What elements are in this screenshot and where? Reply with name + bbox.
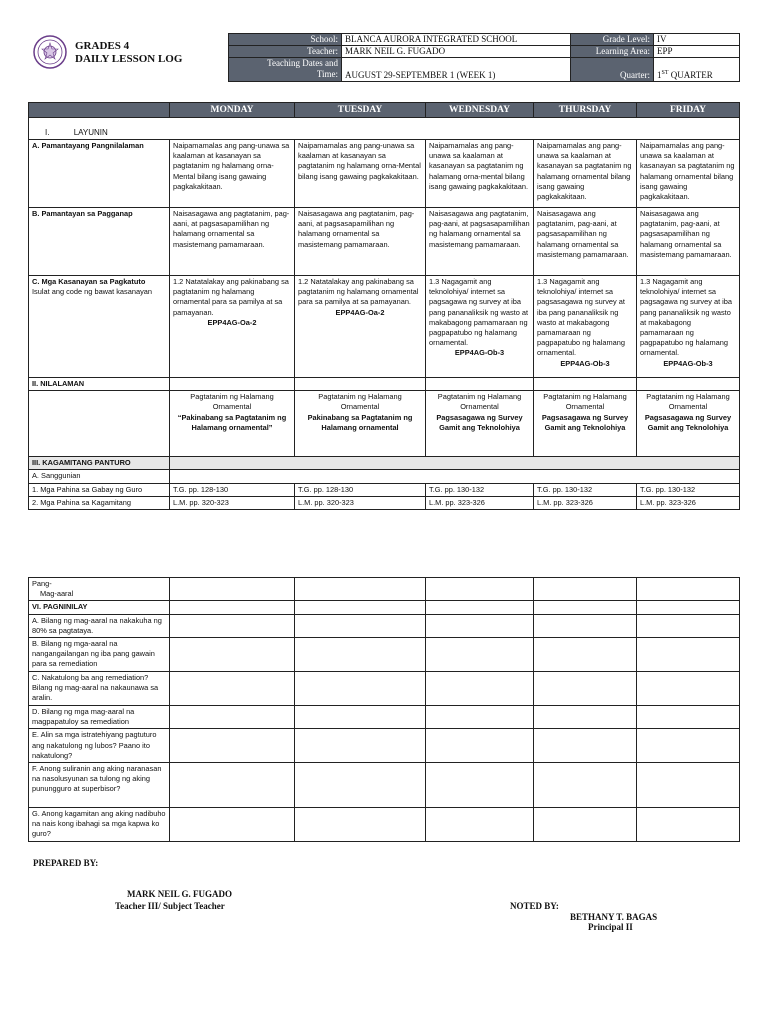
log-title: DAILY LESSON LOG — [75, 53, 183, 65]
table-cell — [295, 391, 426, 457]
day-header: MONDAY — [170, 103, 295, 118]
row-label: F. Anong suliranin ang aking naranasan na nasolusyunan sa tulong ng aking punungguro at superbisor? — [29, 763, 170, 808]
grade-value: IV — [654, 34, 740, 46]
row-label: E. Alin sa mga istratehiyang pagtuturo ang nakatulong ng lubos? Paano ito nakatulong? — [29, 729, 170, 763]
table-cell — [637, 276, 740, 378]
skill-text: 1.3 Nagagamit ang teknolohiya/ internet sa pagsagawa ng survey at iba pang pananaliksik ng wasto at makabagong pamamaraan ng pagpapatubo ng halamang ornamental. — [640, 277, 733, 358]
table-row — [29, 706, 740, 729]
teacher-label: Teacher: — [229, 46, 342, 58]
lesson-table — [28, 102, 740, 510]
grade-label: Grade Level: — [571, 34, 654, 46]
kasanayan-label: C. Mga Kasanayan sa Pagkatuto — [32, 277, 146, 286]
table-cell: Naisasagawa ang pagtatanim, pag-aani, at pagsasapamilihan ng halamang ornamental sa masistemang pamamaraan. — [426, 208, 534, 276]
topic-text: Pagtatanim ng Halamang Ornamental — [437, 392, 522, 412]
day-header: FRIDAY — [637, 103, 740, 118]
topic-text: Pagtatanim ng Halamang Ornamental — [190, 392, 274, 412]
topic-text: Pagtatanim ng Halamang Ornamental — [646, 392, 730, 412]
quarter-number: 1 — [657, 70, 662, 80]
skill-text: 1.3 Nagagamit ang teknolohiya/ internet sa pagsasagawa ng survey at iba pang pananaliksik ng wasto at makabagong pamamaraan ng pagpapatubo ng halamang ornamental. — [537, 277, 625, 358]
reflection-table — [28, 577, 740, 842]
day-header: WEDNESDAY — [426, 103, 534, 118]
table-row — [29, 496, 740, 509]
teacher-value: MARK NEIL G. FUGADO — [342, 46, 571, 58]
table-row — [29, 614, 740, 637]
school-value: BLANCA AURORA INTEGRATED SCHOOL — [342, 34, 571, 46]
table-cell — [534, 276, 637, 378]
row-label — [29, 276, 170, 378]
skill-text: 1.2 Natatalakay ang pakinabang sa pagtatanim ng halamang ornamental para sa pamilya at sa pamayanan. — [298, 277, 419, 307]
table-cell: L.M. pp. 323-326 — [534, 496, 637, 509]
skill-code: EPP4AG-Oa-2 — [207, 317, 257, 327]
table-row — [29, 672, 740, 706]
dates-label-line1: Teaching Dates and — [267, 58, 338, 68]
dates-value: AUGUST 29-SEPTEMBER 1 (WEEK 1) — [342, 58, 571, 82]
topic-text: Pagtatanim ng Halamang Ornamental — [543, 392, 627, 412]
layunin-heading — [29, 118, 740, 140]
quarter-label: Quarter: — [571, 58, 654, 82]
table-cell: L.M. pp. 320-323 — [295, 496, 426, 509]
table-cell — [170, 378, 295, 391]
header-info-table — [228, 33, 740, 82]
table-row — [29, 140, 740, 208]
topic-sub: Pagsasagawa ng Survey Gamit ang Teknolohiya — [436, 412, 523, 432]
table-row — [29, 808, 740, 842]
table-cell: Naisasagawa ang pagtatanim, pag-aani, at pagsasapamilihan ng halamang ornamental sa masistemang pamamaraan. — [295, 208, 426, 276]
table-cell — [426, 276, 534, 378]
noter-title: Principal II — [588, 922, 633, 932]
table-row — [29, 470, 740, 483]
table-cell: Naisasagawa ang pagtatanim, pag-aani, at pagsasapamilihan ng halamang ornamental sa masistemang pamamaraan. — [637, 208, 740, 276]
table-cell: Naisasagawa ang pagtatanim, pag-aani, at pagsasapamilihan ng halamang ornamental sa masistemang pamamaraan. — [534, 208, 637, 276]
pang-label-line1: Pang- — [32, 579, 52, 588]
table-row — [29, 601, 740, 614]
area-label: Learning Area: — [571, 46, 654, 58]
noted-by-label: NOTED BY: — [510, 901, 559, 911]
table-cell — [295, 378, 426, 391]
quarter-word: QUARTER — [668, 70, 713, 80]
table-cell: L.M. pp. 323-326 — [426, 496, 534, 509]
table-cell — [29, 391, 170, 457]
row-label: A. Bilang ng mag-aaral na nakakuha ng 80% sa pagtataya. — [29, 614, 170, 637]
table-cell: L.M. pp. 323-326 — [637, 496, 740, 509]
table-cell — [426, 378, 534, 391]
kasanayan-sublabel: Isulat ang code ng bawat kasanayan — [32, 287, 152, 297]
table-row — [29, 276, 740, 378]
skill-code: EPP4AG-Ob-3 — [454, 348, 505, 358]
preparer-name: MARK NEIL G. FUGADO — [127, 889, 233, 899]
topic-sub: Pagsasagawa ng Survey Gamit ang Teknolohiya — [644, 412, 732, 432]
table-cell — [295, 276, 426, 378]
table-cell: T.G. pp. 128-130 — [170, 483, 295, 496]
table-row — [29, 457, 740, 470]
topic-sub: Pakinabang sa Pagtatanim ng Halamang ornamental — [307, 412, 413, 432]
table-row — [29, 208, 740, 276]
row-label: 2. Mga Pahina sa Kagamitang — [29, 496, 170, 509]
table-cell — [170, 391, 295, 457]
prepared-by-label: PREPARED BY: — [33, 858, 99, 868]
row-label: A. Sanggunian — [29, 470, 170, 483]
skill-code: EPP4AG-Oa-2 — [335, 307, 385, 317]
table-cell — [170, 276, 295, 378]
table-row — [29, 578, 740, 601]
table-cell — [426, 391, 534, 457]
table-cell: T.G. pp. 128-130 — [295, 483, 426, 496]
table-cell — [637, 378, 740, 391]
topic-sub: Pagsasagawa ng Survey Gamit ang Teknolohiya — [541, 412, 629, 432]
row-label: B. Bilang ng mga-aaral na nangangailangan ng iba pang gawain para sa remediation — [29, 638, 170, 672]
layunin-number: I. — [45, 127, 50, 137]
table-cell: Naisasagawa ang pagtatanim, pag-aani, at pagsasapamilihan ng halamang ornamental sa masistemang pamamaraan. — [170, 208, 295, 276]
table-cell: Naipamamalas ang pang-unawa sa kaalaman at kasanayan sa pagtatanim ng halamang orna-Mental bilang isang gawaing pagkakakitaan. — [295, 140, 426, 208]
skill-code: EPP4AG-Ob-3 — [663, 358, 713, 368]
table-cell: Naipamamalas ang pang-unawa sa kaalaman at kasanayan sa pagtatanim ng halamang ornamental bilang isang gawaing pagkakakitaan. — [637, 140, 740, 208]
day-header: THURSDAY — [534, 103, 637, 118]
row-label: G. Anong kagamitan ang aking nadibuho na nais kong ibahagi sa mga kapwa ko guro? — [29, 808, 170, 842]
table-row — [29, 763, 740, 808]
row-label — [29, 578, 170, 601]
deped-seal-logo — [33, 35, 67, 69]
layunin-label: LAYUNIN — [73, 127, 108, 137]
quarter-suffix: ST — [661, 70, 669, 76]
blank-header-cell — [29, 103, 170, 118]
table-row — [29, 729, 740, 763]
section-label: III. KAGAMITANG PANTURO — [29, 457, 170, 470]
row-label: D. Bilang ng mga mag-aaral na magpapatuloy sa remediation — [29, 706, 170, 729]
section-label: II. NILALAMAN — [29, 378, 170, 391]
row-label: C. Nakatulong ba ang remediation? Bilang ng mag-aaral na nakaunawa sa aralin. — [29, 672, 170, 706]
skill-text: 1.2 Natatalakay ang pakinabang sa pagtatanim ng halamang ornamental para sa pamilya at sa pamayanan. — [173, 277, 289, 317]
noter-name: BETHANY T. BAGAS — [570, 912, 658, 922]
grade-title: GRADES 4 — [75, 40, 130, 52]
table-row — [29, 378, 740, 391]
table-cell — [534, 391, 637, 457]
dates-label-line2: Time: — [316, 69, 338, 79]
skill-text: 1.3 Nagagamit ang teknolohiya/ internet sa pagsagawa ng survey at iba pang pananaliksik ng wasto at makabagong pamamaraan ng pagpapatubo ng halamang ornamental. — [429, 277, 529, 348]
row-label: 1. Mga Pahina sa Gabay ng Guro — [29, 483, 170, 496]
table-cell — [534, 378, 637, 391]
dates-label — [229, 58, 342, 82]
school-label: School: — [229, 34, 342, 46]
skill-code: EPP4AG-Ob-3 — [560, 358, 610, 368]
table-row — [29, 638, 740, 672]
table-cell — [637, 391, 740, 457]
section-fill — [170, 457, 740, 470]
quarter-value — [654, 58, 740, 82]
table-cell: T.G. pp. 130-132 — [534, 483, 637, 496]
row-label: A. Pamantayang Pangnilalaman — [29, 140, 170, 208]
area-value: EPP — [654, 46, 740, 58]
table-cell: Naipamamalas ang pang-unawa sa kaalaman at kasanayan sa pagtatanim ng halamang ornamental bilang isang gawaing pagkakakitaan. — [534, 140, 637, 208]
pang-label-line2: Mag-aaral — [40, 589, 74, 599]
table-row — [29, 391, 740, 457]
row-label: B. Pamantayan sa Pagganap — [29, 208, 170, 276]
table-cell: L.M. pp. 320-323 — [170, 496, 295, 509]
preparer-title: Teacher III/ Subject Teacher — [115, 901, 225, 911]
topic-sub: “Pakinabang sa Pagtatanim ng Halamang ornamental” — [177, 412, 287, 432]
table-row — [29, 483, 740, 496]
topic-text: Pagtatanim ng Halamang Ornamental — [318, 392, 402, 412]
table-cell: T.G. pp. 130-132 — [637, 483, 740, 496]
day-header: TUESDAY — [295, 103, 426, 118]
table-cell: Naipamamalas ang pang-unawa sa kaalaman at kasanayan sa pagtatanim ng halamang orna-mental bilang isang gawaing pagkakakitaan. — [426, 140, 534, 208]
table-cell: T.G. pp. 130-132 — [426, 483, 534, 496]
section-label: VI. PAGNINILAY — [29, 601, 170, 614]
table-cell — [170, 470, 740, 483]
table-cell: Naipamamalas ang pang-unawa sa kaalaman at kasanayan sa pagtatanim ng halamang orna-Mental bilang isang gawaing pagkakakitaan. — [170, 140, 295, 208]
